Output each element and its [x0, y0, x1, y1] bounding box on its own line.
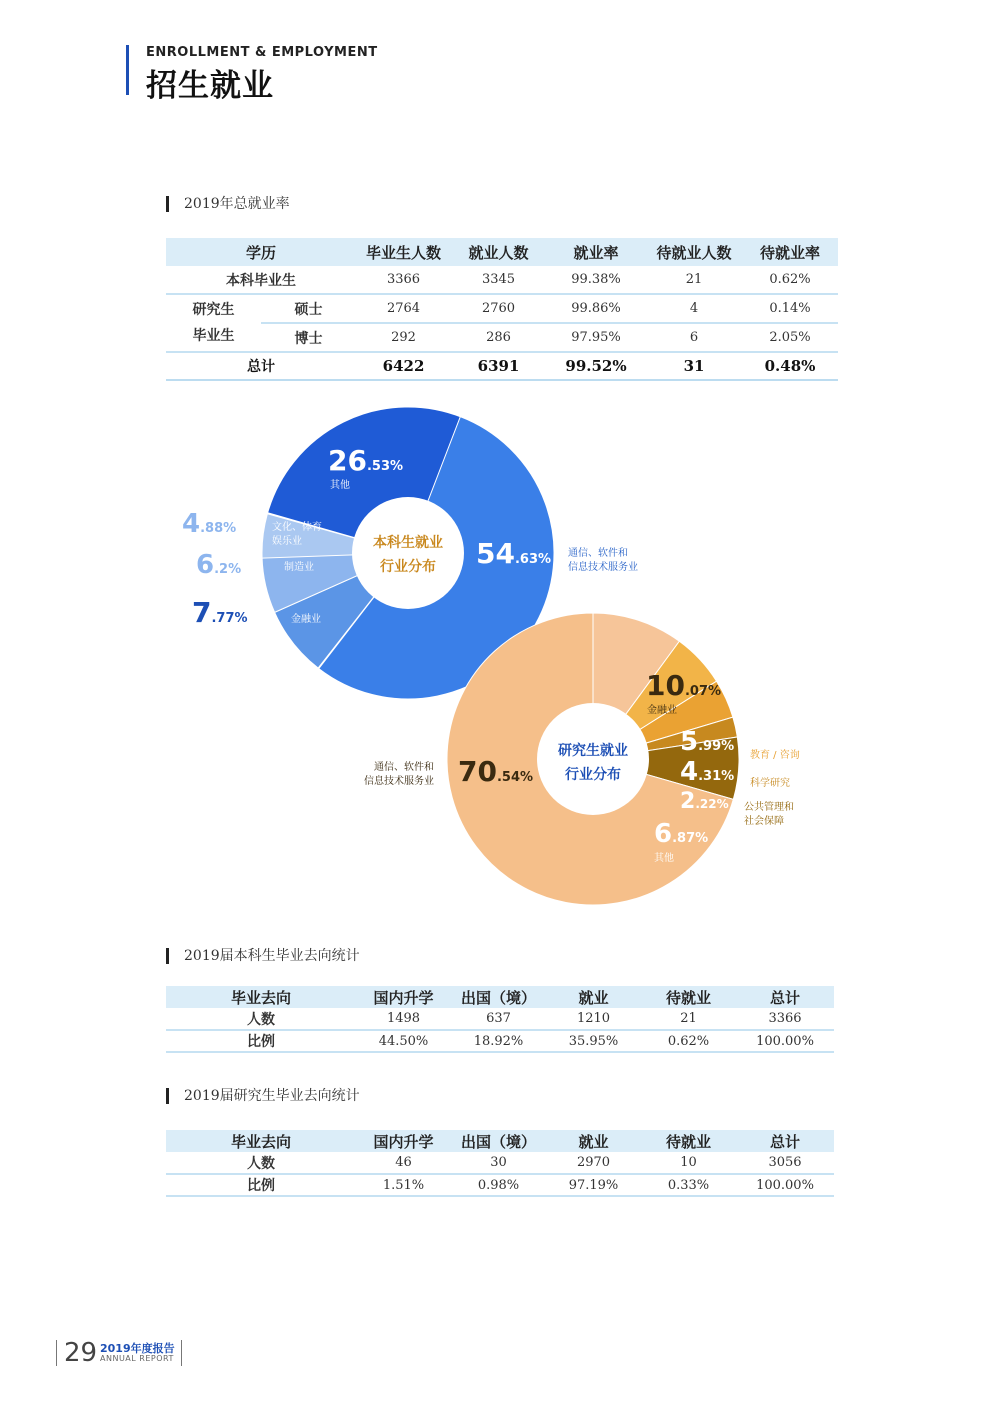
cell: 0.62% [742, 266, 838, 294]
cell: 1210 [546, 1008, 641, 1030]
section-heading-employment-rate: 2019年总就业率 [166, 196, 290, 212]
cell: 0.98% [451, 1174, 546, 1196]
header-cell: 毕业去向 [166, 986, 356, 1008]
section-heading-undergrad-destination: 2019届本科生毕业去向统计 [166, 948, 360, 964]
table-row [166, 1152, 834, 1174]
cell: 44.50% [356, 1030, 451, 1052]
cell: 31 [646, 352, 742, 380]
row-label-total: 总计 [166, 352, 356, 380]
slice-category-label: 教育 / 咨询 [750, 750, 800, 761]
undergrad-destination-table [166, 986, 834, 1053]
cell: 97.19% [546, 1174, 641, 1196]
cell: 21 [641, 1008, 736, 1030]
slice-category-label: 其他 [654, 853, 674, 864]
cell: 2970 [546, 1152, 641, 1174]
cell: 3056 [736, 1152, 834, 1174]
table-header-row [166, 986, 834, 1008]
cell: 97.95% [546, 323, 646, 352]
table-row [166, 1174, 834, 1196]
cell: 3366 [736, 1008, 834, 1030]
page-number: 29 [64, 1338, 98, 1368]
cell: 35.95% [546, 1030, 641, 1052]
graduate-label-line2: 毕业生 [192, 328, 235, 344]
slice-category-label: 金融业 [291, 614, 321, 625]
header-cell: 国内升学 [356, 986, 451, 1008]
cell: 21 [646, 266, 742, 294]
cell: 3366 [356, 266, 451, 294]
row-label-doctoral: 博士 [261, 323, 356, 352]
cell: 100.00% [736, 1174, 834, 1196]
header-cell: 国内升学 [356, 1130, 451, 1152]
cell: 99.86% [546, 294, 646, 323]
table-header-row [166, 1130, 834, 1152]
cell: 30 [451, 1152, 546, 1174]
slice-percent-label: 2.22% [680, 789, 729, 814]
header-cell: 学历 [166, 238, 356, 266]
header-cell: 待就业 [641, 1130, 736, 1152]
cell: 18.92% [451, 1030, 546, 1052]
cell: 6391 [451, 352, 546, 380]
header-cell: 就业人数 [451, 238, 546, 266]
slice-percent-label: 7.77% [192, 596, 248, 629]
footer-report-en: ANNUAL REPORT [100, 1354, 174, 1363]
cell: 1.51% [356, 1174, 451, 1196]
row-label-undergrad: 本科毕业生 [166, 266, 356, 294]
header-cell: 就业 [546, 986, 641, 1008]
header-cell: 待就业 [641, 986, 736, 1008]
row-label: 比例 [166, 1174, 356, 1196]
header-cell: 毕业生人数 [356, 238, 451, 266]
header-cell: 毕业去向 [166, 1130, 356, 1152]
cell: 2760 [451, 294, 546, 323]
donut-center-title: 行业分布 [565, 767, 621, 783]
cell: 0.62% [641, 1030, 736, 1052]
header-cell: 待就业人数 [646, 238, 742, 266]
cell: 286 [451, 323, 546, 352]
slice-percent-label: 5.99% [680, 727, 735, 757]
donut-hole [537, 703, 649, 815]
donut-center-title: 行业分布 [380, 559, 436, 575]
slice-percent-label: 26.53% [328, 444, 404, 477]
cell: 6422 [356, 352, 451, 380]
header-cell: 总计 [736, 1130, 834, 1152]
slice-category-label: 文化、体育娱乐业 [272, 522, 322, 547]
donut-hole [352, 497, 464, 609]
header-cell: 待就业率 [742, 238, 838, 266]
slice-category-label: 科学研究 [750, 778, 790, 789]
cell: 4 [646, 294, 742, 323]
header-title-zh: 招生就业 [146, 68, 274, 104]
footer-divider-right [181, 1340, 182, 1366]
cell: 1498 [356, 1008, 451, 1030]
slice-category-label: 公共管理和社会保障 [744, 802, 794, 827]
slice-percent-label: 4.31% [680, 757, 735, 787]
cell: 99.52% [546, 352, 646, 380]
header-cell: 就业率 [546, 238, 646, 266]
cell: 0.33% [641, 1174, 736, 1196]
table-row [166, 1008, 834, 1030]
row-label: 人数 [166, 1152, 356, 1174]
slice-percent-label: 6.87% [654, 819, 709, 849]
cell: 0.14% [742, 294, 838, 323]
slice-percent-label: 54.63% [476, 537, 552, 570]
slice-category-label: 通信、软件和信息技术服务业 [568, 548, 638, 573]
cell: 2764 [356, 294, 451, 323]
header-cell: 出国（境） [451, 1130, 546, 1152]
cell: 6 [646, 323, 742, 352]
section-heading-graduate-destination: 2019届研究生毕业去向统计 [166, 1088, 360, 1104]
cell: 2.05% [742, 323, 838, 352]
slice-category-label: 通信、软件和信息技术服务业 [364, 762, 434, 787]
header-cell: 出国（境） [451, 986, 546, 1008]
row-label-masters: 硕士 [261, 294, 356, 323]
cell: 292 [356, 323, 451, 352]
donut-center-title: 研究生就业 [558, 743, 628, 759]
cell: 46 [356, 1152, 451, 1174]
cell: 3345 [451, 266, 546, 294]
footer-divider-left [56, 1340, 57, 1366]
cell: 0.48% [742, 352, 838, 380]
slice-percent-label: 6.2% [196, 550, 242, 580]
slice-percent-label: 4.88% [182, 509, 237, 539]
slice-percent-label: 70.54% [458, 755, 534, 788]
slice-category-label: 其他 [330, 480, 350, 491]
header-title-en: ENROLLMENT & EMPLOYMENT [146, 45, 378, 60]
graduate-destination-table [166, 1130, 834, 1197]
graduate-label-line1: 研究生 [192, 302, 235, 318]
slice-percent-label: 10.07% [646, 669, 722, 702]
header-cell: 总计 [736, 986, 834, 1008]
cell: 100.00% [736, 1030, 834, 1052]
slice-category-label: 制造业 [284, 562, 314, 573]
row-label: 比例 [166, 1030, 356, 1052]
slice-category-label: 金融业 [647, 705, 677, 716]
donut-center-title: 本科生就业 [373, 535, 443, 551]
header-cell: 就业 [546, 1130, 641, 1152]
cell: 10 [641, 1152, 736, 1174]
row-label: 人数 [166, 1008, 356, 1030]
cell: 99.38% [546, 266, 646, 294]
footer-report-zh: 2019年度报告 [100, 1342, 175, 1355]
cell: 637 [451, 1008, 546, 1030]
table-row [166, 1030, 834, 1052]
